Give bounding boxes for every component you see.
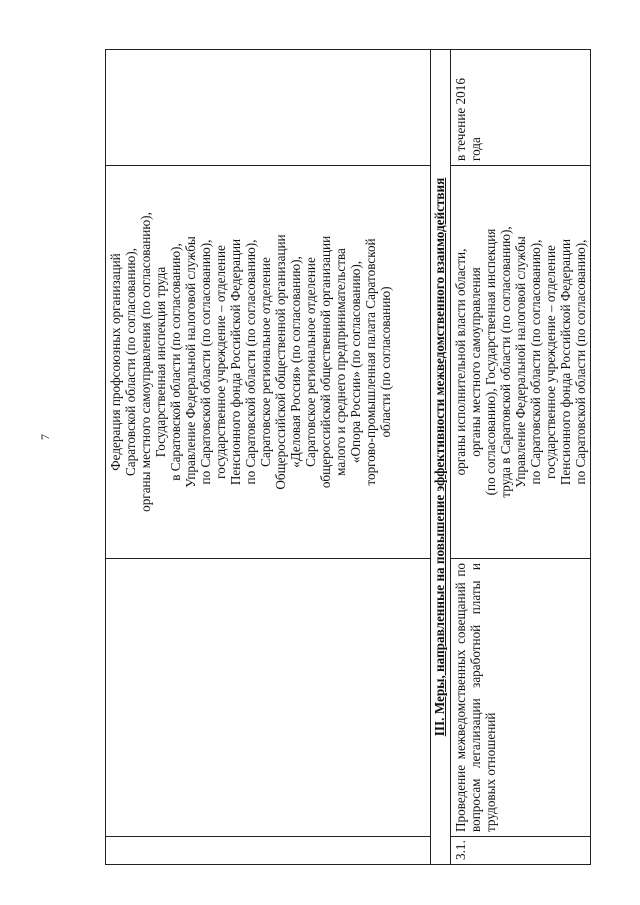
- measures-table: [105, 49, 591, 865]
- measure-cell-empty: [106, 559, 431, 837]
- agency-line: по Саратовской области (по согласованию),: [528, 239, 543, 485]
- section-heading-row: [431, 50, 451, 865]
- agency-line: по Саратовской области (по согласованию),: [243, 239, 258, 485]
- agencies-cell: [106, 166, 431, 559]
- agency-line: Саратовское региональное отделение: [303, 257, 318, 467]
- agency-line: труда в Саратовской области (по согласованию),: [498, 226, 513, 498]
- agency-line: органы исполнительной власти области,: [453, 248, 468, 476]
- section-title: III. Меры, направленные на повышение эффективности межведомственного взаимодействия: [432, 177, 447, 737]
- agencies-list: [453, 170, 588, 554]
- agency-line: малого и среднего предпринимательства: [333, 248, 348, 476]
- agency-line: органы местного самоуправления: [468, 267, 483, 457]
- agency-line: государственное учреждение – отделение: [543, 245, 558, 479]
- agency-line: по Саратовской области (по согласованию),: [198, 239, 213, 485]
- agency-line: Общероссийской общественной организации: [273, 234, 288, 490]
- table-row: [106, 50, 431, 865]
- agency-line: (по согласованию), Государственная инспекция: [483, 228, 498, 496]
- agency-line: Саратовской области (по согласованию),: [123, 248, 138, 476]
- row-number: 3.1.: [451, 837, 591, 865]
- agency-line: по Саратовской области (по согласованию),: [573, 239, 588, 485]
- table-row: [451, 50, 591, 865]
- agency-line: Пенсионного фонда Российской Федерации: [228, 238, 243, 486]
- agency-line: органы местного самоуправления (по согласованию),: [138, 212, 153, 512]
- agency-line: Федерация профсоюзных организаций: [108, 253, 123, 471]
- agency-line: Саратовское региональное отделение: [258, 257, 273, 467]
- deadline: в течение 2016 года: [451, 50, 591, 166]
- agency-line: «Деловая Россия» (по согласованию),: [288, 256, 303, 468]
- agency-line: «Опора России» (по согласованию),: [348, 260, 363, 464]
- measure-description: Проведение межведомственных совещаний по вопросам легализации заработной платы и трудовых отношений: [451, 559, 591, 837]
- page-number: 7: [38, 434, 52, 440]
- deadline-cell-empty: [106, 50, 431, 166]
- agency-line: общероссийской общественной организации: [318, 235, 333, 489]
- agency-line: Государственная инспекция труда: [153, 266, 168, 458]
- section-heading-cell: [431, 50, 451, 865]
- agency-line: Управление Федеральной налоговой службы: [513, 236, 528, 488]
- agency-line: Управление Федеральной налоговой службы: [183, 236, 198, 488]
- agency-line: Пенсионного фонда Российской Федерации: [558, 238, 573, 486]
- agencies-list: [108, 170, 393, 554]
- agencies-cell: [451, 166, 591, 559]
- agency-line: государственное учреждение – отделение: [213, 245, 228, 479]
- agency-line: торгово-промышленная палата Саратовской: [363, 238, 378, 486]
- agency-line: в Саратовской области (по согласованию),: [168, 243, 183, 481]
- rotated-table-wrapper: [105, 50, 622, 865]
- agency-line: области (по согласованию): [378, 286, 393, 438]
- number-cell-empty: [106, 837, 431, 865]
